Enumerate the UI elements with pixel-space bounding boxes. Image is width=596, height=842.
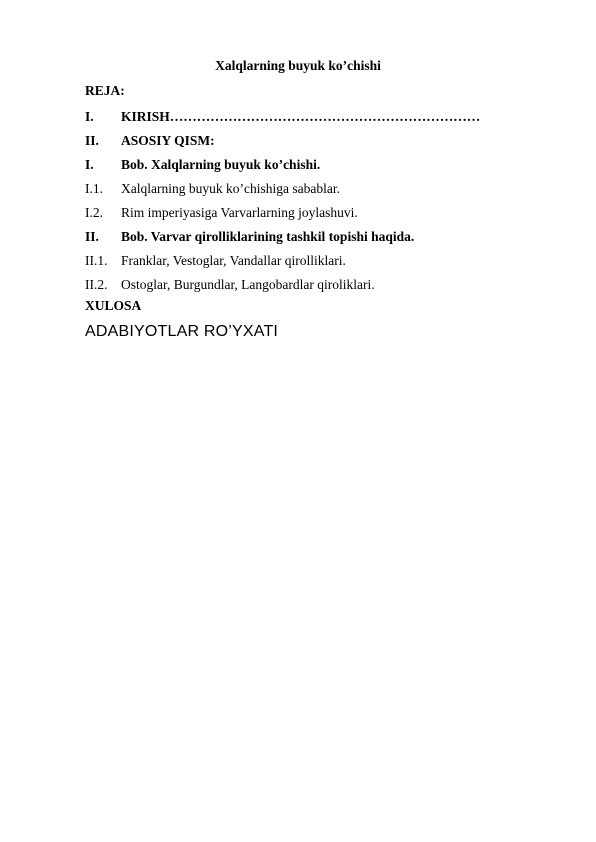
plan-label: REJA: xyxy=(85,83,125,98)
plan-item-number: II. xyxy=(85,229,99,244)
plan-item-text: Xalqlarning buyuk ko’chishiga sabablar. xyxy=(121,181,340,196)
plan-item-text: Franklar, Vestoglar, Vandallar qirolliklari. xyxy=(121,253,346,268)
plan-item-number: I. xyxy=(85,157,94,172)
plan-item-number: II. xyxy=(85,133,99,148)
plan-item-text: Ostoglar, Burgundlar, Langobardlar qiroliklari. xyxy=(121,277,375,292)
plan-item-number: II.1. xyxy=(85,253,108,268)
plan-item-number: II.2. xyxy=(85,277,108,292)
plan-item-text: KIRISH…………………………………………………………… xyxy=(121,109,481,124)
plan-item-number: I.2. xyxy=(85,205,103,220)
bibliography-heading: ADABIYOTLAR RO’YXATI xyxy=(85,323,279,340)
plan-item-text: Bob. Varvar qirolliklarining tashkil topishi haqida. xyxy=(121,229,415,244)
plan-item-text: Rim imperiyasiga Varvarlarning joylashuvi. xyxy=(121,205,358,220)
plan-item-text: ASOSIY QISM: xyxy=(121,133,215,148)
plan-item-text: Bob. Xalqlarning buyuk ko’chishi. xyxy=(121,157,321,172)
plan-item-number: I.1. xyxy=(85,181,103,196)
conclusion-heading: XULOSA xyxy=(85,298,142,313)
plan-item-number: I. xyxy=(85,109,94,124)
document-title: Xalqlarning buyuk ko’chishi xyxy=(215,58,381,73)
